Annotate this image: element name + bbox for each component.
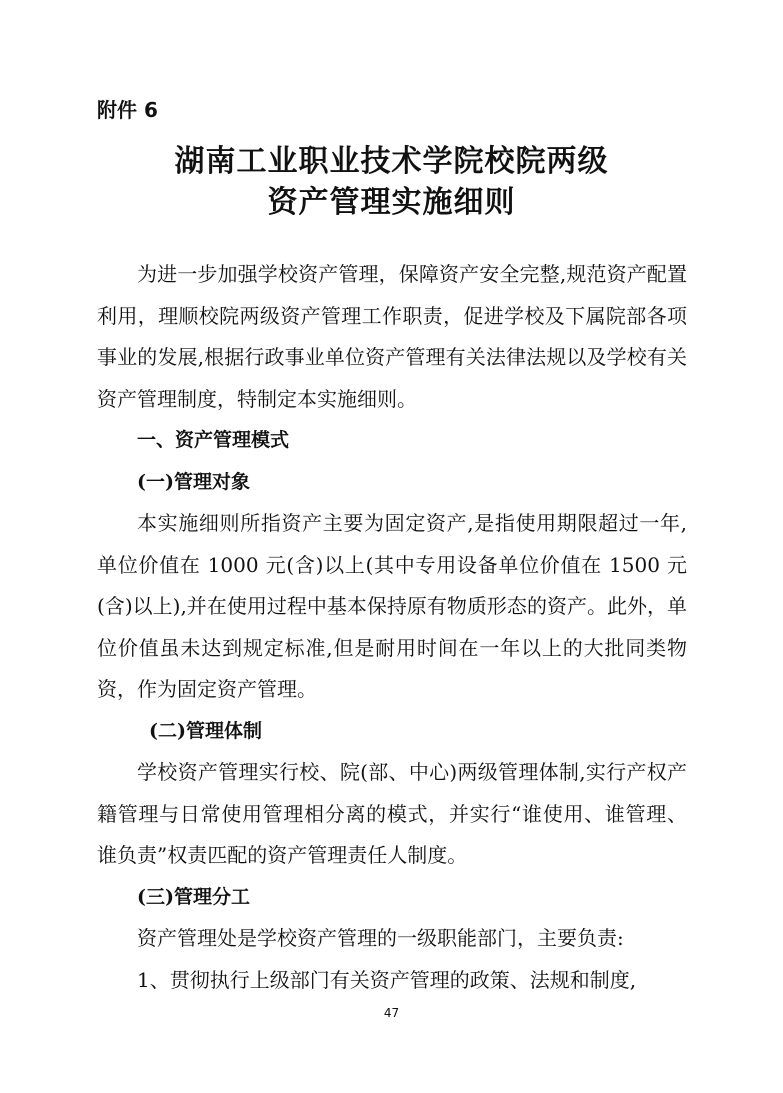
document-title-line2: 资产管理实施细则 xyxy=(267,185,516,220)
intro-paragraph: 为进一步加强学校资产管理，保障资产安全完整,规范资产配置利用，理顺校院两级资产管理工作职责，促进学校及下属院部各项事业的发展,根据行政事业单位资产管理有关法律法规以及学校有关资产管理制度，特制定本实施细则。 xyxy=(97,262,687,411)
subsection-heading-3: (三)管理分工 xyxy=(137,885,250,908)
subsection-3-paragraph: 资产管理处是学校资产管理的一级职能部门，主要负责: xyxy=(137,926,624,950)
subsection-1-paragraph: 本实施细则所指资产主要为固定资产,是指使用期限超过一年,单位价值在 1000 元(含)以上(其中专用设备单位价值在 1500 元(含)以上),并在使用过程中基本保持原有物质形态的资产。此外，单位价值虽未达到规定标准,但是耐用时间在一年以上的大批同类物资，作为固定资产管理。 xyxy=(97,511,687,701)
section-heading-1: 一、资产管理模式 xyxy=(137,429,290,451)
attachment-label: 附件 6 xyxy=(97,98,158,122)
page-number: 47 xyxy=(383,1006,400,1020)
document-body xyxy=(97,254,687,1001)
document-title-line1: 湖南工业职业技术学院校院两级 xyxy=(174,144,609,179)
subsection-heading-2: (二)管理体制 xyxy=(149,719,262,742)
subsection-heading-1: (一)管理对象 xyxy=(137,470,250,493)
list-item-1: 1、贯彻执行上级部门有关资产管理的政策、法规和制度, xyxy=(137,967,637,992)
subsection-2-paragraph: 学校资产管理实行校、院(部、中心)两级管理体制,实行产权产籍管理与日常使用管理相分离的模式，并实行“谁使用、谁管理、谁负责”权责匹配的资产管理责任人制度。 xyxy=(97,760,687,867)
